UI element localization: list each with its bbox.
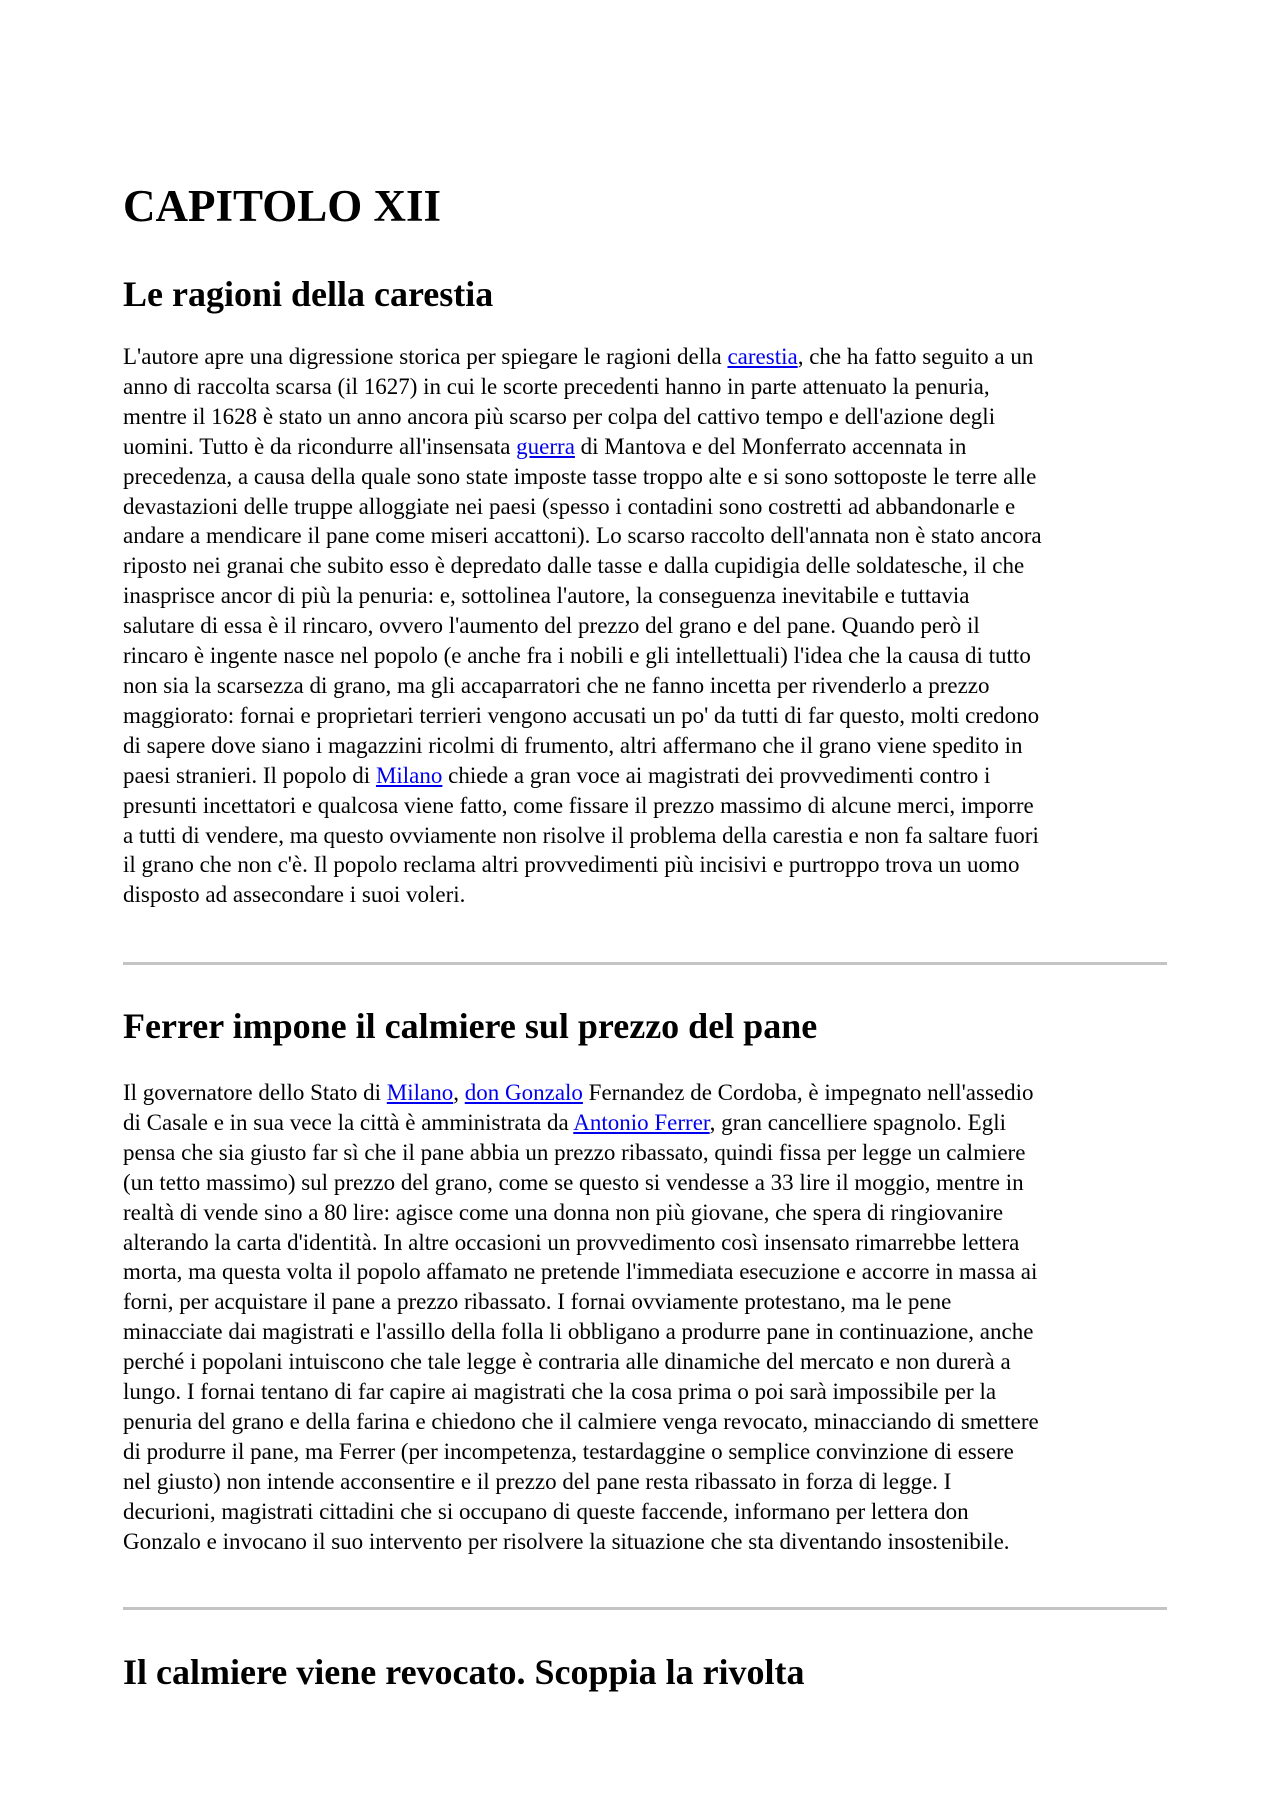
- text-line: morta, ma questa volta il popolo affamato ne pretende l'immediata esecuzione e accorre in massa ai: [123, 1259, 1038, 1285]
- text-line: nel giusto) non intende acconsentire e il prezzo del pane resta ribassato in forza di legge. I: [123, 1468, 952, 1494]
- milano-link[interactable]: Milano: [375, 762, 443, 788]
- text-line: anno di raccolta scarsa (il 1627) in cui le scorte precedenti hanno in parte attenuato la penuria,: [123, 373, 990, 399]
- text-line: di Casale e in sua vece la città è amministrata da Antonio Ferrer, gran cancelliere spagnolo. Egli: [123, 1109, 1006, 1135]
- text-line: disposto ad assecondare i suoi voleri.: [123, 882, 466, 908]
- text-line: precedenza, a causa della quale sono state imposte tasse troppo alte e si sono sottoposte le terre alle: [123, 463, 1037, 489]
- text-line: di sapere dove siano i magazzini ricolmi di frumento, altri affermano che il grano viene spedito in: [123, 732, 1023, 758]
- text-line: maggiorato: fornai e proprietari terrieri vengono accusati un po' da tutti di far questo, molti credono: [123, 702, 1040, 728]
- text-line: inasprisce ancor di più la penuria: e, sottolinea l'autore, la conseguenza inevitabile e tuttavia: [123, 583, 970, 609]
- text-line: alterando la carta d'identità. In altre occasioni un provvedimento così insensato rimarrebbe lettera: [123, 1229, 1020, 1255]
- text-line: penuria del grano e della farina e chiedono che il calmiere venga revocato, minacciando di smettere: [123, 1408, 1039, 1434]
- section-paragraph: [123, 342, 1167, 910]
- text-line: mentre il 1628 è stato un anno ancora più scarso per colpa del cattivo tempo e dell'azione degli: [123, 403, 996, 429]
- text-line: non sia la scarsezza di grano, ma gli accaparratori che ne fanno incetta per rivenderlo a prezzo: [123, 672, 990, 698]
- text-line: minacciate dai magistrati e l'assillo della folla li obbligano a produrre pane in continuazione, anche: [123, 1319, 1034, 1345]
- text-line: perché i popolani intuiscono che tale legge è contraria alle dinamiche del mercato e non durerà a: [123, 1349, 1011, 1375]
- text-line: lungo. I fornai tentano di far capire ai magistrati che la cosa prima o poi sarà impossibile per la: [123, 1379, 997, 1405]
- text-line: realtà di vende sino a 80 lire: agisce come una donna non più giovane, che spera di ringiovanire: [123, 1199, 1004, 1225]
- text-line: Gonzalo e invocano il suo intervento per risolvere la situazione che sta diventando insostenibile.: [123, 1528, 1010, 1554]
- section-heading: Le ragioni della carestia: [123, 274, 494, 314]
- text-line: devastazioni delle truppe alloggiate nei paesi (spesso i contadini sono costretti ad abbandonarle e: [123, 493, 1016, 519]
- text-line: Il governatore dello Stato di Milano, don Gonzalo Fernandez de Cordoba, è impegnato nell'assedio: [123, 1080, 1034, 1105]
- text-line: (un tetto massimo) sul prezzo del grano, come se questo si vendesse a 33 lire il moggio, mentre in: [123, 1169, 1024, 1195]
- text-line: L'autore apre una digressione storica per spiegare le ragioni della carestia, che ha fatto seguito a un: [123, 344, 1034, 369]
- section-heading: Ferrer impone il calmiere sul prezzo del pane: [123, 1006, 818, 1046]
- carestia-link[interactable]: carestia: [727, 344, 798, 369]
- text-line: pensa che sia giusto far sì che il pane abbia un prezzo ribassato, quindi fissa per legge un calmiere: [123, 1139, 1026, 1165]
- text-line: riposto nei granai che subito esso è depredato dalle tasse e dalla cupidigia delle soldatesche, il che: [123, 553, 1025, 579]
- antonio-ferrer-link[interactable]: Antonio Ferrer: [573, 1109, 710, 1135]
- text-line: rincaro è ingente nasce nel popolo (e anche fra i nobili e gli intellettuali) l'idea che la causa di tutto: [123, 643, 1031, 669]
- milano-link[interactable]: Milano: [386, 1080, 454, 1105]
- text-line: decurioni, magistrati cittadini che si occupano di queste faccende, informano per lettera don: [123, 1498, 969, 1524]
- section-paragraph: [123, 1078, 1167, 1557]
- text-line: presunti incettatori e qualcosa viene fatto, come fissare il prezzo massimo di alcune merci, imporre: [123, 792, 1034, 818]
- section-divider: [123, 1607, 1167, 1610]
- text-line: andare a mendicare il pane come miseri accattoni). Lo scarso raccolto dell'annata non è stato ancora: [123, 523, 1042, 549]
- text-line: paesi stranieri. Il popolo di Milano chiede a gran voce ai magistrati dei provvedimenti contro i: [123, 762, 991, 788]
- text-line: forni, per acquistare il pane a prezzo ribassato. I fornai ovviamente protestano, ma le pene: [123, 1289, 952, 1315]
- guerra-link[interactable]: guerra: [516, 433, 575, 459]
- text-line: salutare di essa è il rincaro, ovvero l'aumento del prezzo del grano e del pane. Quando però il: [123, 613, 980, 639]
- section-heading: Il calmiere viene revocato. Scoppia la rivolta: [123, 1652, 805, 1692]
- text-line: a tutti di vendere, ma questo ovviamente non risolve il problema della carestia e non fa saltare fuori: [123, 822, 1039, 848]
- section-divider: [123, 962, 1167, 965]
- don-gonzalo-link[interactable]: don Gonzalo: [464, 1080, 583, 1105]
- chapter-title: CAPITOLO XII: [123, 181, 441, 231]
- text-line: il grano che non c'è. Il popolo reclama altri provvedimenti più incisivi e purtroppo trova un uomo: [123, 852, 1020, 878]
- text-line: uomini. Tutto è da ricondurre all'insensata guerra di Mantova e del Monferrato accennata in: [123, 433, 967, 459]
- text-line: di produrre il pane, ma Ferrer (per incompetenza, testardaggine o semplice convinzione di essere: [123, 1438, 1014, 1464]
